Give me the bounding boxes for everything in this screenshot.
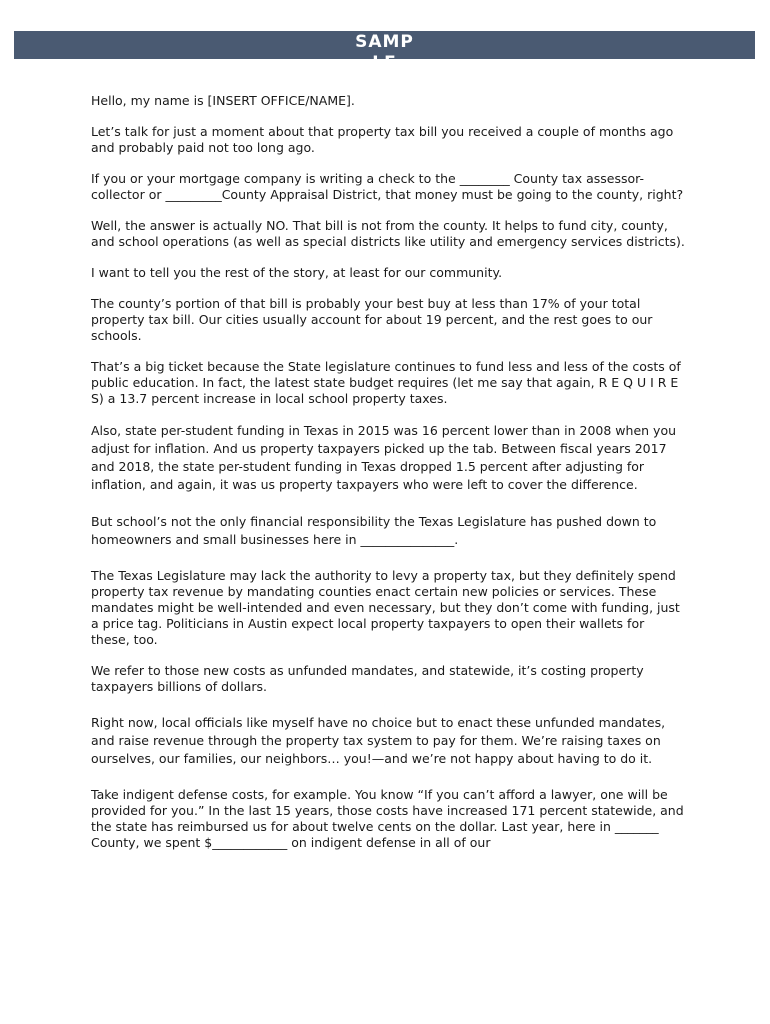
paragraph-local-officials: Right now, local officials like myself have no choice but to enact these unfunded mandates, and raise revenue through the property tax system to pay for them. We’re raising taxes on ourselves, our families, our neighbors… you!—and we’re not happy about having to do it. bbox=[91, 715, 666, 766]
paragraph-check-question: If you or your mortgage company is writing a check to the ________ County tax assessor-collector or _________County Appraisal District, that money must be going to the county, right? bbox=[91, 171, 684, 202]
paragraph-rest-of-story: I want to tell you the rest of the story, at least for our community. bbox=[91, 265, 503, 280]
sample-watermark-label: SAMPLE bbox=[355, 32, 414, 73]
sample-banner bbox=[14, 31, 755, 73]
paragraph-pushed-down: But school’s not the only financial responsibility the Texas Legislature has pushed down to homeowners and small businesses here in _______________. bbox=[91, 514, 657, 547]
paragraph-school-funding: That’s a big ticket because the State legislature continues to fund less and less of the costs of public education. In fact, the latest state budget requires (let me say that again, R E Q U I R E S) a 13.7 percent increase in local school property taxes. bbox=[91, 359, 681, 406]
letter-body bbox=[91, 93, 686, 851]
paragraph-indigent-defense: Take indigent defense costs, for example. You know “If you can’t afford a lawyer, one will be provided for you.” In the last 15 years, those costs have increased 171 percent statewide, and the state has reimbursed us for about twelve cents on the dollar. Last year, here in _______ County, we spent $____________ on indigent defense in all of our bbox=[91, 787, 684, 850]
paragraph-greeting: Hello, my name is [INSERT OFFICE/NAME]. bbox=[91, 93, 355, 108]
paragraph-unfunded-mandates: We refer to those new costs as unfunded mandates, and statewide, it’s costing property taxpayers billions of dollars. bbox=[91, 663, 644, 694]
paragraph-county-portion: The county’s portion of that bill is probably your best buy at less than 17% of your total property tax bill. Our cities usually account for about 19 percent, and the rest goes to our schools. bbox=[91, 296, 653, 343]
paragraph-intro: Let’s talk for just a moment about that property tax bill you received a couple of months ago and probably paid not too long ago. bbox=[91, 124, 674, 155]
paragraph-per-student-funding: Also, state per-student funding in Texas in 2015 was 16 percent lower than in 2008 when you adjust for inflation. And us property taxpayers picked up the tab. Between fiscal years 2017 and 2018, the state per-student funding in Texas dropped 1.5 percent after adjusting for inflation, and again, it was us property taxpayers who were left to cover the difference. bbox=[91, 423, 677, 492]
paragraph-answer: Well, the answer is actually NO. That bill is not from the county. It helps to fund city, county, and school operations (as well as special districts like utility and emergency services districts). bbox=[91, 218, 685, 249]
paragraph-mandates: The Texas Legislature may lack the authority to levy a property tax, but they definitely spend property tax revenue by mandating counties enact certain new policies or services. These mandates might be well-intended and even necessary, but they don’t come with funding, just a price tag. Politicians in Austin expect local property taxpayers to open their wallets for these, too. bbox=[91, 568, 680, 647]
